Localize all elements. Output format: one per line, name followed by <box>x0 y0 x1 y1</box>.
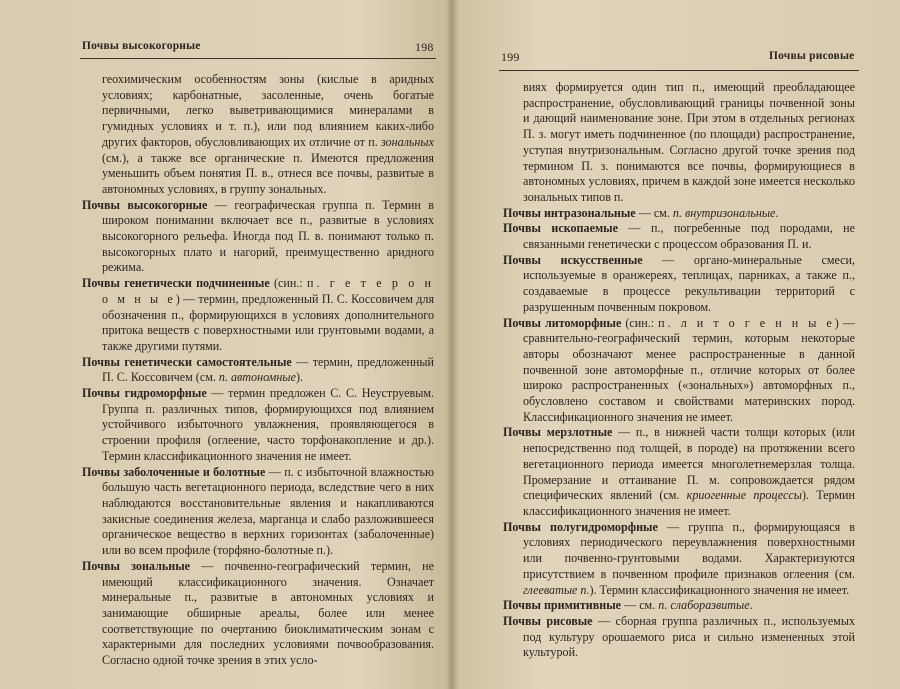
entry-zonalnye: Почвы зональные — почвенно-географический термин, не имеющий классификационного значения. Означает минеральные п., развитые в автономных условиях и занимающие обширные ареалы, более или менее соответствующие по очертанию биоклиматическим зонам с характерными для последних условиями почвообразования. Согласно одной точке зрения в этих усло- <box>82 558 435 668</box>
cross-reference[interactable]: глееватые п. <box>523 582 590 597</box>
right-body <box>503 80 855 661</box>
cross-reference[interactable]: п. автономные <box>218 370 296 385</box>
entry-geneticheski-samostoyatelnye: Почвы генетически самостоятельные — термин, предложенный П. С. Коссовичем (см. п. автономные). <box>82 354 434 385</box>
left-page-number: 198 <box>415 40 434 54</box>
entry-term: Почвы генетически самостоятельные <box>82 354 292 369</box>
entry-geneticheski-podchinennye: Почвы генетически подчиненные (син.: п. г е т е р о н о м н ы е) — термин, предложенный П. С. Коссовичем для обозначения п., формирующихся в условиях дополнительного притока веществ с поверхностными или грунтовыми водами, а также другими путями. <box>82 276 435 353</box>
entry-zabolochennye: Почвы заболоченные и болотные — п. с избыточной влажностью большую часть вегетационного периода, вследствие чего в них наблюдаются восстановительные явления и накапливаются закисные соединения железа, марганца и слабо разложившееся органическое вещество в верхних горизонтах (заболоченные) или во всем профиле (торфяно-болотные п.). <box>82 464 434 558</box>
entry-term: Почвы мерзлотные <box>503 425 613 440</box>
left-page <box>0 0 445 689</box>
entry-merzlotnye: Почвы мерзлотные — п., в нижней части толщи которых (или непосредственно под толщей, в породе) на протяжении всего вегетационного периода имеется многолетнемерзлая толща. Промерзание и оттаивание П. м. сопровождается рядом специфических явлений (см. криогенные процессы). Термин классификационного значения не имеет. <box>503 425 855 518</box>
cross-reference[interactable]: зональных <box>381 134 434 149</box>
cross-reference[interactable]: криогенные процессы <box>686 488 802 503</box>
entry-term: Почвы заболоченные и болотные <box>82 464 266 479</box>
entry-polugidromorfnye: Почвы полугидроморфные — группа п., формирующаяся в условиях периодического переувлажнения поверхностными или почвенно-грунтовыми водами. Характеризуются присутствием в почвенном профиле признаков оглеения (см. глееватые п.). Термин классификационного значения не имеет. <box>503 519 855 597</box>
entry-risovye: Почвы рисовые — сборная группа различных п., используемых под культуру орошаемого риса и сильно измененных этой культурой. <box>503 613 856 660</box>
entry-term: Почвы зональные <box>82 558 191 573</box>
entry-iskusstvennye: Почвы искусственные — органо-минеральные смеси, используемые в оранжереях, теплицах, парниках, а также п., создаваемые в процессе рекультивации территорий с разрушенным почвенным покровом. <box>503 252 856 314</box>
right-header-rule <box>499 70 859 71</box>
entry-gidromorfnye: Почвы гидроморфные — термин предложен С. С. Неуструевым. Группа п. различных типов, формирующихся под влиянием устойчивого избыточного увлажнения, проявляющегося в строении профиля (оглеение, часто торфонакопление и др.). Термин классификационного значения не имеет. <box>82 386 434 463</box>
entry-term: Почвы высокогорные <box>82 197 208 212</box>
entry-term: Почвы генетически подчиненные <box>82 276 270 291</box>
entry-term: Почвы интразональные <box>503 205 636 220</box>
left-running-head <box>82 40 434 52</box>
left-continuation: геохимическим особенностям зоны (кислые в аридных условиях; карбонатные, засоленные, очень богатые первичными, легко выветривающимися минералами в гумидных условиях и т. п.), или под влиянием каких-либо других факторов, обусловливающих их отличие от п. зональных (см.), а также все органические п. Имеются предложения уменьшить объем понятия П. в., отнеся все почвы, развитые в автономных условиях, в группу зональных. <box>102 72 434 196</box>
entry-term: Почвы литоморфные <box>503 315 622 330</box>
entry-vysokogornye: Почвы высокогорные — географическая группа п. Термин в широком понимании включает все п., развитые в условиях высокогорного рельефа. Иногда под П. в. понимают только п. высокогорных плато и нагорий, преимущественно аридного режима. <box>82 197 434 275</box>
entry-term: Почвы полугидроморфные <box>503 519 658 534</box>
entry-term: Почвы рисовые <box>503 613 593 628</box>
right-continuation: виях формируется один тип п., имеющий преобладающее распространение, обусловливающий границы почвенной зоны и дающий наименование зоне. При этом в отдельных регионах П. з. могут иметь подчиненное (по площади) распространение, уступая внутризональным. Согласно другой точке зрения под термином П. з. понимаются все почвы, формирующиеся в автономных условиях, причем в каждой зоне имеется несколько зональных типов п. <box>523 80 855 204</box>
right-header-title: Почвы рисовые <box>769 50 855 62</box>
cross-reference[interactable]: п. внутризональные <box>672 205 776 220</box>
entry-term: Почвы искусственные <box>503 252 643 267</box>
left-header-rule <box>80 58 436 59</box>
right-page-number: 199 <box>501 50 520 64</box>
left-header-title: Почвы высокогорные <box>82 40 201 52</box>
synonym: п. л и т о г е н н ы е <box>658 315 835 330</box>
entry-term: Почвы гидроморфные <box>82 386 207 401</box>
entry-primitivnye: Почвы примитивные — см. п. слаборазвитые. <box>503 598 753 613</box>
right-page <box>455 0 900 689</box>
entry-litomorfnye: Почвы литоморфные (син.: п. л и т о г е н н ы е) — сравнительно-географический термин, которым некоторые авторы обозначают менее распространенные в данной почвенной зоне автоморфные п., отличие которых от более широко распространенных («зональных») автоморфных п., обусловлено составом и свойствами материнских пород. Классификационного значения не имеет. <box>503 315 855 424</box>
synonym: п. г е т е р о н о м н ы е <box>102 276 434 306</box>
entry-term: Почвы ископаемые <box>503 221 618 236</box>
entry-iskopaemye: Почвы ископаемые — п., погребенные под породами, не связанными генетически с процессом образования П. и. <box>503 221 855 252</box>
left-body <box>82 72 434 669</box>
entry-intrazonalnye: Почвы интразональные — см. п. внутризональные. <box>503 205 779 220</box>
cross-reference[interactable]: п. слаборазвитые <box>658 598 750 613</box>
entry-term: Почвы примитивные <box>503 598 622 613</box>
